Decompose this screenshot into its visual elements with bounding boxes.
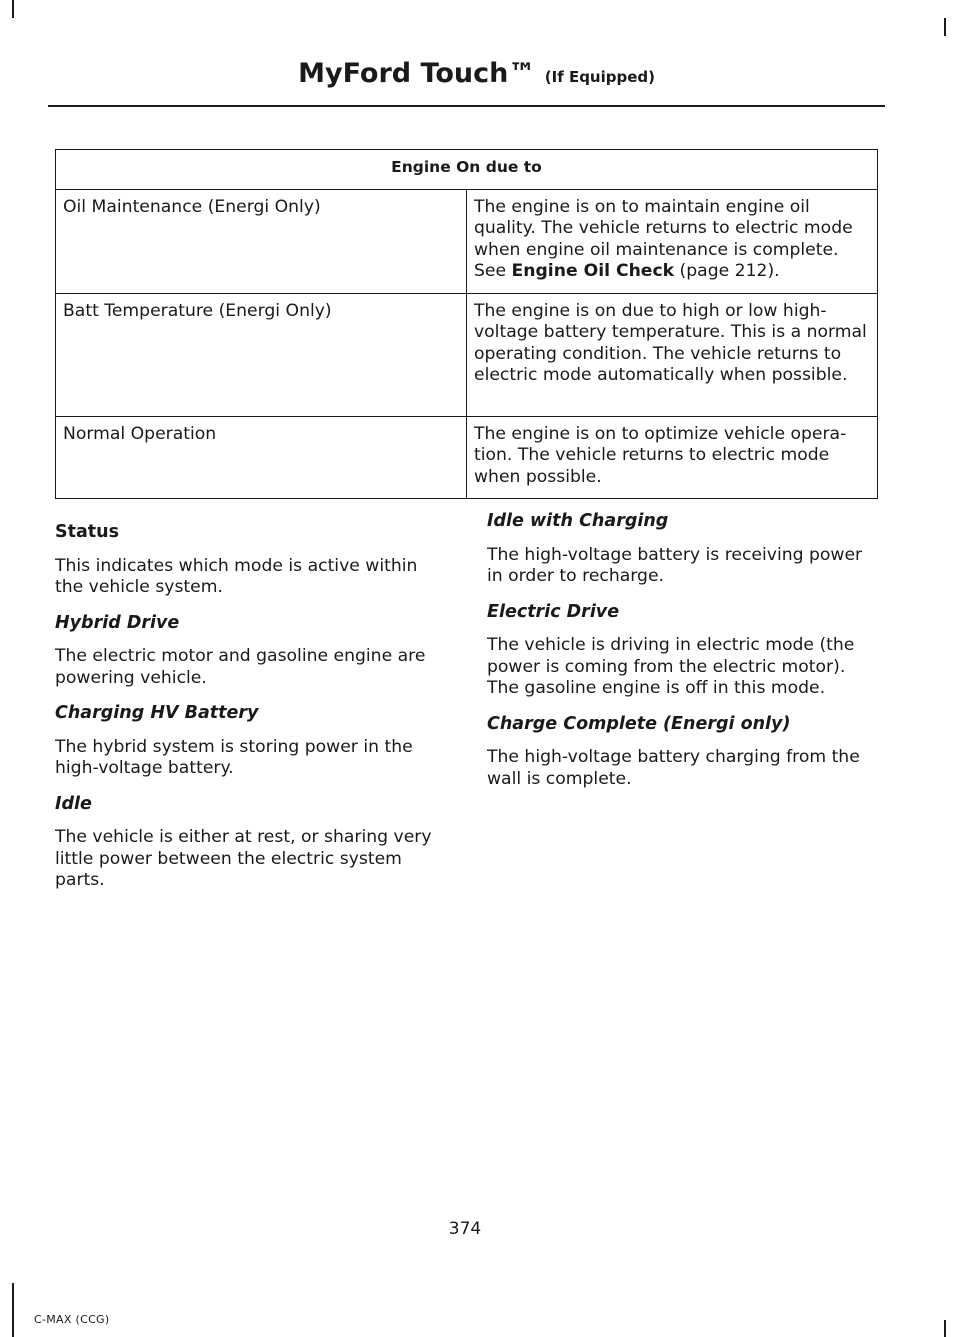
page-header (298, 58, 655, 89)
hybrid-drive-heading: Hybrid Drive (55, 612, 180, 633)
charge-complete-text: The high-voltage battery charging from the wall is complete. (487, 747, 860, 789)
crop-mark-bottom-right (944, 1320, 946, 1337)
status-heading: Status (55, 522, 120, 542)
header-subtitle: (If Equipped) (544, 68, 655, 86)
header-title: MyFord Touch™ (298, 58, 536, 89)
table-row (56, 293, 878, 416)
charging-hv-battery-text: The hybrid system is storing power in the high-voltage battery. (55, 736, 413, 778)
table-row (56, 189, 878, 293)
page-number: 374 (448, 1219, 482, 1239)
charge-complete-heading: Charge Complete (Energi only) (487, 713, 791, 734)
row-description: The engine is on to optimize vehicle opera-tion. The vehicle returns to electric mode when possible. (467, 416, 878, 499)
page-reference: (page 212). (674, 261, 780, 281)
row-description: The engine is on due to high or low high-voltage battery temperature. This is a normal operating condition. The vehicle returns to electric mode automatically when possible. (467, 293, 878, 416)
row-description (467, 189, 878, 293)
table-heading: Engine On due to (56, 150, 878, 190)
header-divider (48, 105, 885, 107)
idle-with-charging-text: The high-voltage battery is receiving power in order to recharge. (487, 544, 863, 586)
row-description-text: The engine is on to maintain engine oil quality. The vehicle returns to electric mode when engine oil maintenance is complete. See (474, 196, 853, 281)
footer-model: C-MAX (CCG) (34, 1313, 110, 1326)
idle-heading: Idle (55, 793, 92, 814)
crop-mark-top-right (944, 18, 946, 36)
hybrid-drive-text: The electric motor and gasoline engine are powering vehicle. (55, 646, 426, 688)
engine-on-table (55, 149, 878, 499)
electric-drive-text: The vehicle is driving in electric mode (the power is coming from the electric motor). The gasoline engine is off in this mode. (487, 635, 855, 698)
electric-drive-heading: Electric Drive (487, 601, 620, 622)
right-column (487, 511, 879, 804)
crop-mark-bottom-left (12, 1283, 14, 1337)
charging-hv-battery-heading: Charging HV Battery (55, 703, 259, 723)
row-label: Oil Maintenance (Energi Only) (56, 189, 467, 293)
engine-oil-check-reference: Engine Oil Check (511, 261, 675, 281)
idle-text: The vehicle is either at rest, or sharing very little power between the electric system parts. (55, 827, 432, 890)
row-label: Batt Temperature (Energi Only) (56, 293, 467, 416)
crop-mark-top-left (12, 0, 14, 18)
status-text: This indicates which mode is active within the vehicle system. (55, 555, 418, 597)
idle-with-charging-heading: Idle with Charging (487, 511, 669, 531)
row-label: Normal Operation (56, 416, 467, 499)
table-row (56, 416, 878, 499)
left-column (55, 522, 447, 906)
